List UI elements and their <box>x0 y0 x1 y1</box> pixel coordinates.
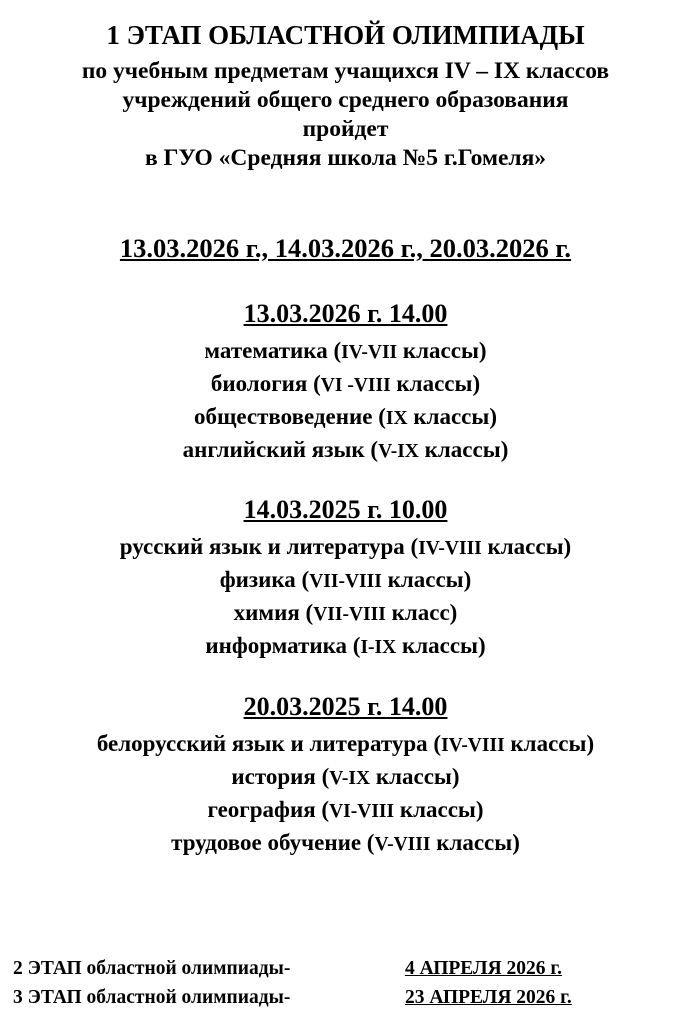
subject-name: русский язык и литература <box>119 534 405 559</box>
header-line-subjects: по учебным предметам учащихся IV – IX классов <box>81 58 610 84</box>
section-date: 13.03.2026 г. 14.00 <box>243 299 448 328</box>
subject-name: белорусский язык и литература <box>96 731 428 756</box>
subject-name: география <box>207 797 316 822</box>
subject-name: математика <box>204 338 328 363</box>
subject-suffix: классы <box>487 534 564 559</box>
subject-grades: I-IX <box>360 637 397 658</box>
subject-grades: V-VIII <box>374 834 431 855</box>
stage-label: 3 ЭТАП областной олимпиады- <box>13 987 291 1008</box>
subject-line: белорусский язык и литература (IV-VIII классы) <box>96 731 595 756</box>
subject-grades: VII-VIII <box>313 604 386 625</box>
subject-suffix: классы <box>399 797 476 822</box>
subject-suffix: классы <box>375 764 452 789</box>
subject-name: информатика <box>205 633 348 658</box>
subject-line: английский язык (V-IX классы) <box>182 437 509 462</box>
header-line-venue: в ГУО «Средняя школа №5 г.Гомеля» <box>144 145 547 171</box>
subject-suffix: классы <box>413 404 490 429</box>
subject-grades: V-IX <box>329 768 371 789</box>
subject-line: информатика (I-IX классы) <box>205 633 486 658</box>
subject-suffix: классы <box>510 731 587 756</box>
subject-suffix: классы <box>401 633 479 658</box>
subject-suffix: классы <box>436 830 513 855</box>
olympiad-dates: 13.03.2026 г., 14.03.2026 г., 20.03.2026 г. <box>119 233 572 263</box>
subject-name: физика <box>219 567 296 592</box>
subject-grades: VII-VIII <box>309 571 382 592</box>
subject-grades: IV-VIII <box>441 735 505 756</box>
subject-line: история (V-IX классы) <box>231 764 460 789</box>
header-subtitle <box>0 57 691 173</box>
subject-name: химия <box>233 600 300 625</box>
subject-name: обществоведение <box>193 404 373 429</box>
page-title: 1 ЭТАП ОБЛАСТНОЙ ОЛИМПИАДЫ <box>106 20 585 50</box>
subject-grades: IV-VIII <box>418 538 482 559</box>
stage-3-line <box>13 985 572 1011</box>
header-line-institutions: учреждений общего среднего образования <box>122 87 569 113</box>
subject-suffix: класс <box>391 600 450 625</box>
subject-line: биология (VI -VIII классы) <box>210 371 481 396</box>
schedule-section-1 <box>0 299 691 467</box>
subject-name: английский язык <box>182 437 365 462</box>
subject-line: физика (VII-VIII классы) <box>219 567 472 592</box>
subject-line: химия (VII-VIII класс) <box>233 600 458 625</box>
stage-date: 4 АПРЕЛЯ 2026 г. <box>405 958 562 979</box>
stage-2-line <box>13 956 562 982</box>
section-date: 14.03.2025 г. 10.00 <box>243 495 448 524</box>
subject-grades: VI-VIII <box>329 801 395 822</box>
subject-name: биология <box>210 371 308 396</box>
section-date: 20.03.2025 г. 14.00 <box>243 692 448 721</box>
subject-grades: IX <box>385 408 408 429</box>
subject-line: математика (IV-VII классы) <box>204 338 487 363</box>
subject-suffix: классы <box>387 567 464 592</box>
subject-grades: V-IX <box>378 441 419 462</box>
subject-line: география (VI-VIII классы) <box>207 797 484 822</box>
schedule-section-2 <box>0 495 691 663</box>
subject-line: обществоведение (IX классы) <box>193 404 498 429</box>
subject-grades: IV-VII <box>341 342 398 363</box>
subject-suffix: классы <box>396 371 473 396</box>
stage-label: 2 ЭТАП областной олимпиады- <box>13 958 291 979</box>
subject-line: трудовое обучение (V-VIII классы) <box>171 830 520 855</box>
subject-grades: VI -VIII <box>320 375 391 396</box>
subject-name: история <box>231 764 316 789</box>
schedule-section-3 <box>0 692 691 860</box>
subject-line: русский язык и литература (IV-VIII классы) <box>119 534 572 559</box>
subject-name: трудовое обучение <box>171 830 362 855</box>
subject-suffix: классы <box>402 338 479 363</box>
subject-suffix: классы <box>424 437 501 462</box>
stage-date: 23 АПРЕЛЯ 2026 г. <box>405 987 572 1008</box>
header-line-will-take-place: пройдет <box>302 116 389 142</box>
